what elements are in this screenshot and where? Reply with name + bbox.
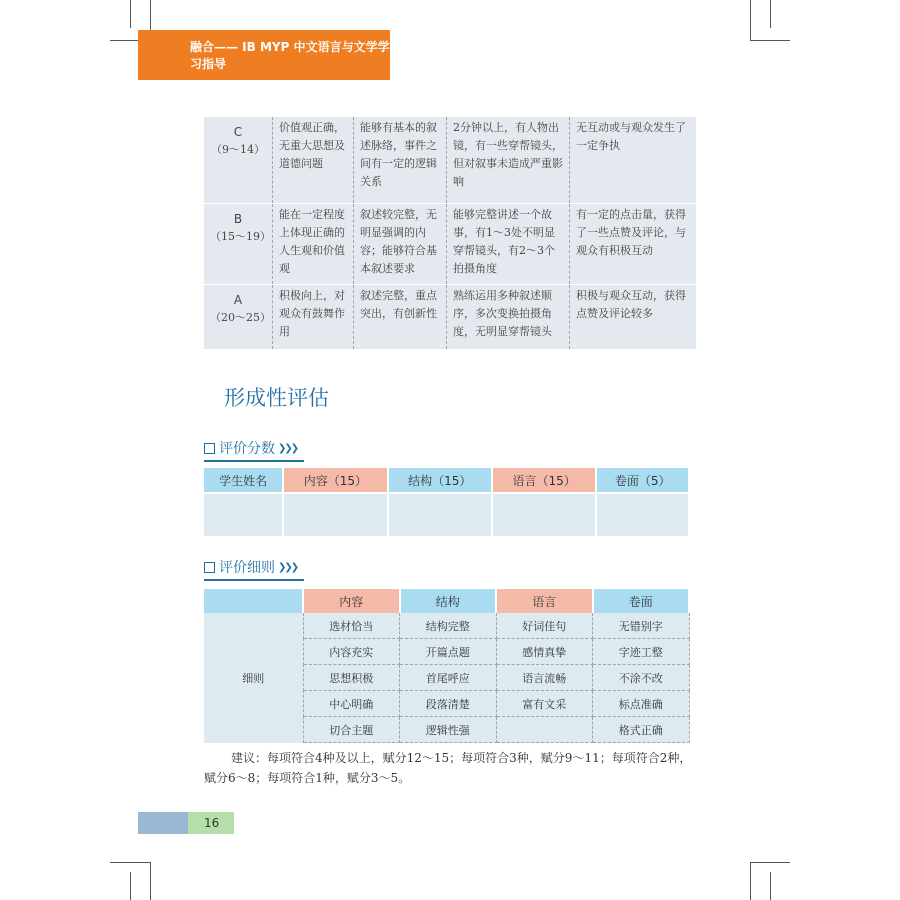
table-header-row bbox=[204, 589, 689, 613]
table-row bbox=[204, 285, 696, 350]
grade-letter: B bbox=[233, 212, 243, 226]
table-cell: 积极与观众互动，获得点赞及评论较多 bbox=[570, 285, 697, 350]
double-chevron-right-icon: ❯❯❯ bbox=[278, 442, 298, 454]
table-cell: 能够完整讲述一个故事，有1～3处不明显穿帮镜头，有2～3个拍摄角度 bbox=[447, 204, 570, 285]
page-number-bar bbox=[138, 812, 188, 834]
table-cell: 无互动或与观众发生了一定争执 bbox=[570, 117, 697, 204]
rubric-table bbox=[204, 117, 696, 350]
grade-range: （15～19） bbox=[210, 230, 271, 243]
column-header: 结构（15） bbox=[388, 468, 492, 493]
double-chevron-right-icon: ❯❯❯ bbox=[278, 561, 298, 573]
table-row bbox=[204, 117, 696, 204]
crop-mark bbox=[110, 862, 150, 863]
table-cell: 熟练运用多种叙述顺序，多次变换拍摄角度，无明显穿帮镜头 bbox=[447, 285, 570, 350]
table-cell: 开篇点题 bbox=[400, 639, 497, 665]
crop-mark bbox=[750, 862, 751, 900]
table-cell: 语言流畅 bbox=[496, 665, 593, 691]
table-row bbox=[204, 204, 696, 285]
detail-table bbox=[204, 589, 690, 743]
table-cell: 叙述完整，重点突出，有创新性 bbox=[354, 285, 447, 350]
table-cell: 结构完整 bbox=[400, 613, 497, 639]
section-title: 形成性评估 bbox=[224, 386, 329, 410]
table-cell: 不涂不改 bbox=[593, 665, 690, 691]
crop-mark bbox=[750, 0, 751, 40]
checkbox-square-icon bbox=[204, 443, 215, 454]
table-cell bbox=[496, 717, 593, 743]
table-cell: 能在一定程度上体现正确的人生观和价值观 bbox=[273, 204, 354, 285]
grade-range: （9～14） bbox=[211, 143, 265, 156]
table-cell: 好词佳句 bbox=[496, 613, 593, 639]
grade-cell bbox=[204, 117, 273, 204]
table-cell: 富有文采 bbox=[496, 691, 593, 717]
column-header bbox=[204, 589, 303, 613]
crop-mark bbox=[130, 0, 131, 28]
table-cell: 积极向上，对观众有鼓舞作用 bbox=[273, 285, 354, 350]
table-cell: 感情真挚 bbox=[496, 639, 593, 665]
header-title: 融合—— IB MYP 中文语言与文学学习指导 bbox=[190, 40, 390, 71]
crop-mark bbox=[770, 872, 771, 900]
table-cell: 2分钟以上，有人物出镜，有一些穿帮镜头，但对叙事未造成严重影响 bbox=[447, 117, 570, 204]
suggestion-text: 建议：每项符合4种及以上，赋分12～15；每项符合3种，赋分9～11；每项符合2种，赋分6～8；每项符合1种，赋分3～5。 bbox=[204, 751, 692, 785]
column-header: 学生姓名 bbox=[204, 468, 283, 493]
column-header: 卷面 bbox=[593, 589, 690, 613]
score-cell[interactable] bbox=[492, 493, 596, 536]
table-cell: 中心明确 bbox=[303, 691, 400, 717]
score-table bbox=[204, 468, 690, 536]
table-cell: 选材恰当 bbox=[303, 613, 400, 639]
grade-cell bbox=[204, 285, 273, 350]
table-cell: 格式正确 bbox=[593, 717, 690, 743]
column-header: 结构 bbox=[400, 589, 497, 613]
checkbox-square-icon bbox=[204, 562, 215, 573]
score-cell[interactable] bbox=[283, 493, 387, 536]
column-header: 内容（15） bbox=[283, 468, 387, 493]
score-heading bbox=[204, 438, 304, 462]
grade-cell bbox=[204, 204, 273, 285]
grade-letter: C bbox=[233, 125, 243, 139]
table-cell: 思想积极 bbox=[303, 665, 400, 691]
table-cell: 价值观正确，无重大思想及道德问题 bbox=[273, 117, 354, 204]
grade-letter: A bbox=[233, 293, 243, 307]
table-cell: 逻辑性强 bbox=[400, 717, 497, 743]
row-label: 细则 bbox=[204, 613, 303, 743]
column-header: 语言（15） bbox=[492, 468, 596, 493]
table-cell: 标点准确 bbox=[593, 691, 690, 717]
column-header: 语言 bbox=[496, 589, 593, 613]
grade-range: （20～25） bbox=[210, 311, 271, 324]
table-cell: 切合主题 bbox=[303, 717, 400, 743]
crop-mark bbox=[750, 862, 790, 863]
table-cell: 内容充实 bbox=[303, 639, 400, 665]
column-header: 内容 bbox=[303, 589, 400, 613]
detail-heading-label: 评价细则 bbox=[219, 560, 275, 576]
score-cell[interactable] bbox=[596, 493, 689, 536]
crop-mark bbox=[130, 872, 131, 900]
crop-mark bbox=[750, 40, 790, 41]
table-cell: 段落清楚 bbox=[400, 691, 497, 717]
page-number: 16 bbox=[188, 812, 234, 834]
score-cell[interactable] bbox=[388, 493, 492, 536]
crop-mark bbox=[770, 0, 771, 28]
table-cell: 能够有基本的叙述脉络，事件之间有一定的逻辑关系 bbox=[354, 117, 447, 204]
table-row bbox=[204, 613, 689, 639]
crop-mark bbox=[150, 862, 151, 900]
detail-heading bbox=[204, 557, 304, 581]
score-heading-label: 评价分数 bbox=[219, 441, 275, 457]
table-cell: 无错别字 bbox=[593, 613, 690, 639]
table-row bbox=[204, 493, 689, 536]
table-cell: 首尾呼应 bbox=[400, 665, 497, 691]
table-cell: 叙述较完整，无明显强调的内容；能够符合基本叙述要求 bbox=[354, 204, 447, 285]
header-banner bbox=[138, 30, 390, 80]
table-header-row bbox=[204, 468, 689, 493]
score-cell[interactable] bbox=[204, 493, 283, 536]
column-header: 卷面（5） bbox=[596, 468, 689, 493]
table-cell: 字迹工整 bbox=[593, 639, 690, 665]
table-cell: 有一定的点击量，获得了一些点赞及评论，与观众有积极互动 bbox=[570, 204, 697, 285]
